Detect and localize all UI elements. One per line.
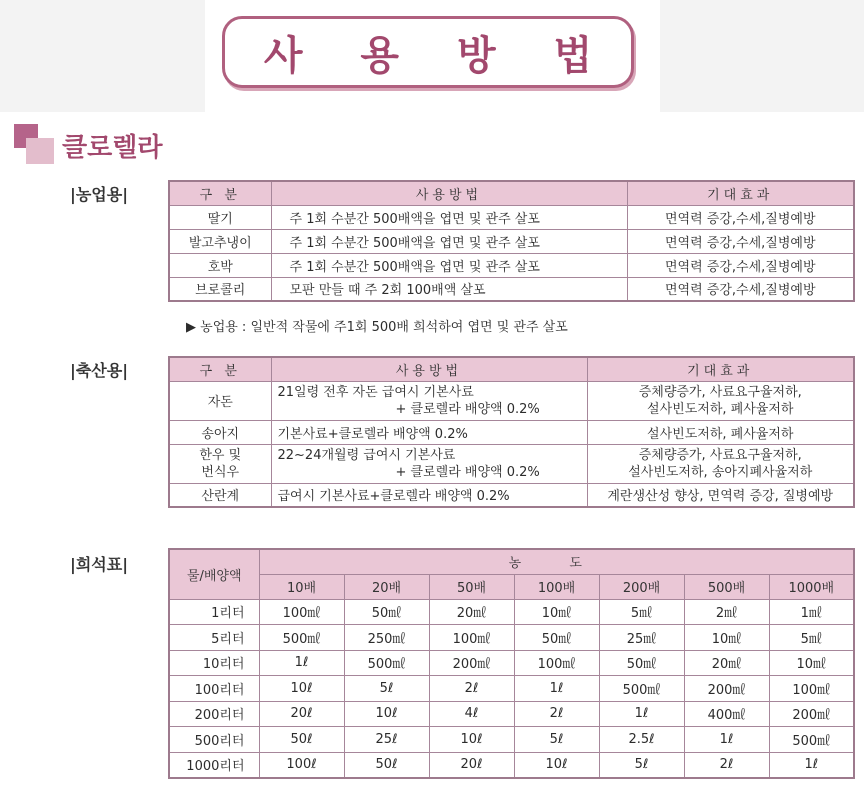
cell-volume: 5리터 xyxy=(169,625,259,651)
cell-amount: 50㎖ xyxy=(514,625,599,651)
header-conc-6: 1000배 xyxy=(769,574,854,599)
table-row xyxy=(169,229,854,253)
cell-amount: 5㎖ xyxy=(769,625,854,651)
cell-method xyxy=(271,381,587,420)
cell-effect: 설사빈도저하, 폐사율저하 xyxy=(587,420,854,444)
cell-volume: 1리터 xyxy=(169,599,259,625)
header-right-panel xyxy=(660,0,864,112)
cell-amount: 100㎖ xyxy=(429,625,514,651)
cell-type: 산란계 xyxy=(169,483,271,507)
header-corner: 물/배양액 xyxy=(169,549,259,599)
cell-amount: 250㎖ xyxy=(344,625,429,651)
page-title: 사 용 방 법 xyxy=(263,32,615,79)
cell-amount: 25ℓ xyxy=(344,727,429,753)
cell-volume: 100리터 xyxy=(169,676,259,702)
cell-effect: 면역력 증강,수세,질병예방 xyxy=(627,277,854,301)
cell-amount: 20ℓ xyxy=(259,701,344,727)
cell-amount: 5㎖ xyxy=(599,599,684,625)
cell-amount: 1ℓ xyxy=(259,650,344,676)
cell-amount: 4ℓ xyxy=(429,701,514,727)
header-conc-1: 20배 xyxy=(344,574,429,599)
cell-method: 기본사료+클로렐라 배양액 0.2% xyxy=(271,420,587,444)
effect-line-2: 설사빈도저하, 폐사율저하 xyxy=(647,401,794,417)
table-row xyxy=(169,444,854,483)
header-effect: 기대효과 xyxy=(627,181,854,205)
effect-line-2: 설사빈도저하, 송아지폐사율저하 xyxy=(628,464,813,480)
cell-effect: 계란생산성 향상, 면역력 증강, 질병예방 xyxy=(587,483,854,507)
cell-volume: 200리터 xyxy=(169,701,259,727)
dilution-label: |희석표| xyxy=(70,555,129,574)
cell-amount: 1ℓ xyxy=(769,752,854,778)
cell-type: 딸기 xyxy=(169,205,271,229)
cell-volume: 1000리터 xyxy=(169,752,259,778)
cell-volume: 500리터 xyxy=(169,727,259,753)
livestock-label: |축산용| xyxy=(70,361,129,380)
cell-amount: 1ℓ xyxy=(514,676,599,702)
type-line-2: 번식우 xyxy=(201,464,240,480)
cell-amount: 5ℓ xyxy=(599,752,684,778)
header-conc-2: 50배 xyxy=(429,574,514,599)
cell-amount: 200㎖ xyxy=(684,676,769,702)
cell-amount: 200㎖ xyxy=(769,701,854,727)
header-left-panel xyxy=(0,0,205,112)
table-row xyxy=(169,381,854,420)
cell-amount: 500㎖ xyxy=(599,676,684,702)
cell-effect xyxy=(587,444,854,483)
cell-amount: 5ℓ xyxy=(344,676,429,702)
cell-amount: 400㎖ xyxy=(684,701,769,727)
table-subheader-row xyxy=(169,574,854,599)
cell-amount: 10ℓ xyxy=(514,752,599,778)
cell-amount: 1ℓ xyxy=(684,727,769,753)
header-conc-4: 200배 xyxy=(599,574,684,599)
cell-amount: 2㎖ xyxy=(684,599,769,625)
cell-type: 호박 xyxy=(169,253,271,277)
table-header-row xyxy=(169,549,854,574)
table-header-row xyxy=(169,357,854,381)
cell-amount: 10ℓ xyxy=(344,701,429,727)
table-row xyxy=(169,650,854,676)
cell-amount: 100㎖ xyxy=(259,599,344,625)
cell-effect: 면역력 증강,수세,질병예방 xyxy=(627,253,854,277)
cell-method xyxy=(271,444,587,483)
livestock-table xyxy=(168,356,855,508)
header-concentration: 농 도 xyxy=(259,549,854,574)
cell-type xyxy=(169,444,271,483)
table-row xyxy=(169,483,854,507)
section-title: 클로렐라 xyxy=(62,132,163,163)
cell-effect: 면역력 증강,수세,질병예방 xyxy=(627,229,854,253)
table-row xyxy=(169,752,854,778)
cell-method: 주 1회 수분간 500배액을 엽면 및 관주 살포 xyxy=(271,229,627,253)
agri-table xyxy=(168,180,855,302)
header-type: 구 분 xyxy=(169,181,271,205)
cell-amount: 5ℓ xyxy=(514,727,599,753)
cell-volume: 10리터 xyxy=(169,650,259,676)
cell-method: 급여시 기본사료+클로렐라 배양액 0.2% xyxy=(271,483,587,507)
agri-label: |농업용| xyxy=(70,185,129,204)
cell-amount: 20㎖ xyxy=(429,599,514,625)
cell-amount: 2ℓ xyxy=(684,752,769,778)
section-header xyxy=(14,122,162,168)
cell-method: 주 1회 수분간 500배액을 엽면 및 관주 살포 xyxy=(271,205,627,229)
header-type: 구 분 xyxy=(169,357,271,381)
squares-icon xyxy=(14,124,56,166)
cell-amount: 10㎖ xyxy=(769,650,854,676)
type-line-1: 한우 및 xyxy=(199,447,242,463)
header-effect: 기대효과 xyxy=(587,357,854,381)
cell-type: 송아지 xyxy=(169,420,271,444)
cell-amount: 500㎖ xyxy=(769,727,854,753)
cell-amount: 50ℓ xyxy=(259,727,344,753)
table-row xyxy=(169,676,854,702)
cell-amount: 50㎖ xyxy=(599,650,684,676)
dilution-table xyxy=(168,548,855,779)
effect-line-1: 증체량증가, 사료요구율저하, xyxy=(638,384,802,400)
table-row xyxy=(169,727,854,753)
header-conc-3: 100배 xyxy=(514,574,599,599)
cell-amount: 1ℓ xyxy=(599,701,684,727)
cell-effect xyxy=(587,381,854,420)
header-conc-5: 500배 xyxy=(684,574,769,599)
cell-type: 발고추냉이 xyxy=(169,229,271,253)
cell-amount: 200㎖ xyxy=(429,650,514,676)
cell-amount: 20ℓ xyxy=(429,752,514,778)
cell-amount: 2.5ℓ xyxy=(599,727,684,753)
cell-amount: 500㎖ xyxy=(259,625,344,651)
cell-method: 주 1회 수분간 500배액을 엽면 및 관주 살포 xyxy=(271,253,627,277)
agri-note: ▶ 농업용 : 일반적 작물에 주1회 500배 희석하여 엽면 및 관주 살포 xyxy=(186,320,568,335)
cell-amount: 2ℓ xyxy=(429,676,514,702)
table-row xyxy=(169,701,854,727)
cell-amount: 2ℓ xyxy=(514,701,599,727)
cell-amount: 20㎖ xyxy=(684,650,769,676)
table-header-row xyxy=(169,181,854,205)
method-line-1: 22~24개월령 급여시 기본사료 xyxy=(277,447,456,463)
cell-effect: 면역력 증강,수세,질병예방 xyxy=(627,205,854,229)
effect-line-1: 증체량증가, 사료요구율저하, xyxy=(638,447,802,463)
cell-type: 브로콜리 xyxy=(169,277,271,301)
header-method: 사용방법 xyxy=(271,357,587,381)
cell-amount: 500㎖ xyxy=(344,650,429,676)
cell-amount: 100㎖ xyxy=(514,650,599,676)
cell-amount: 10ℓ xyxy=(259,676,344,702)
cell-amount: 10㎖ xyxy=(684,625,769,651)
title-box xyxy=(222,16,634,88)
table-row xyxy=(169,625,854,651)
table-row xyxy=(169,277,854,301)
header-method: 사용방법 xyxy=(271,181,627,205)
method-line-1: 21일령 전후 자돈 급여시 기본사료 xyxy=(277,384,474,400)
cell-amount: 10㎖ xyxy=(514,599,599,625)
cell-amount: 25㎖ xyxy=(599,625,684,651)
cell-amount: 50㎖ xyxy=(344,599,429,625)
cell-amount: 1㎖ xyxy=(769,599,854,625)
cell-amount: 50ℓ xyxy=(344,752,429,778)
cell-type: 자돈 xyxy=(169,381,271,420)
header-conc-0: 10배 xyxy=(259,574,344,599)
table-row xyxy=(169,420,854,444)
cell-amount: 100ℓ xyxy=(259,752,344,778)
method-line-2: + 클로렐라 배양액 0.2% xyxy=(395,464,540,480)
cell-amount: 100㎖ xyxy=(769,676,854,702)
table-row xyxy=(169,205,854,229)
cell-amount: 10ℓ xyxy=(429,727,514,753)
table-row xyxy=(169,253,854,277)
table-row xyxy=(169,599,854,625)
method-line-2: + 클로렐라 배양액 0.2% xyxy=(395,401,540,417)
cell-method: 모판 만들 때 주 2회 100배액 살포 xyxy=(271,277,627,301)
